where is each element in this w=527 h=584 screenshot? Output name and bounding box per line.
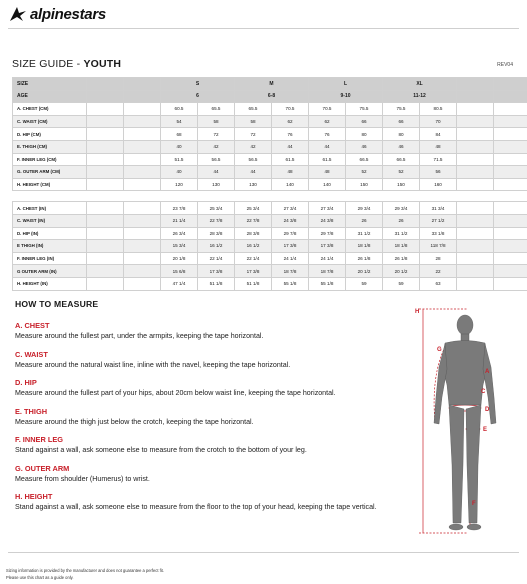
empty-cell (87, 78, 124, 91)
measure-description: Measure around the fullest part, under the armpits, keeping the tape horizontal. (15, 332, 264, 340)
empty-cell (494, 240, 527, 253)
value-cell: 26 (346, 214, 383, 227)
measure-heading: H. HEIGHT (15, 492, 53, 501)
empty-cell (457, 128, 494, 141)
value-cell: 16 1/2 (235, 240, 272, 253)
row-label: F. INNER LEG (CM) (13, 153, 87, 166)
empty-cell (457, 166, 494, 179)
value-cell: 40 (161, 140, 198, 153)
empty-cell (87, 103, 124, 116)
value-cell: 160 (420, 178, 457, 191)
footer-note: Please use this chart as a guide only. (6, 575, 74, 580)
value-cell: 25 3/4 (235, 202, 272, 215)
value-cell: 84 (420, 128, 457, 141)
value-cell: 16 1/2 (198, 240, 235, 253)
value-cell: 71.5 (420, 153, 457, 166)
value-cell: 76 (272, 128, 309, 141)
label-g: G (437, 347, 442, 353)
empty-cell (124, 227, 161, 240)
row-label: E. THIGH (CM) (13, 140, 87, 153)
row-label: H. HEIGHT (IN) (13, 277, 87, 290)
measure-heading: F. INNER LEG (15, 435, 64, 444)
brand-name: alpinestars (30, 5, 106, 23)
row-label: A. CHEST (CM) (13, 103, 87, 116)
value-cell: 46 (383, 140, 420, 153)
value-cell: 70 (420, 115, 457, 128)
value-cell: 65.5 (235, 103, 272, 116)
empty-cell (494, 103, 527, 116)
value-cell: 40 (161, 166, 198, 179)
value-cell: 26 3/4 (161, 227, 198, 240)
empty-cell (124, 115, 161, 128)
empty-cell (457, 214, 494, 227)
revision-code: REV04 (497, 62, 513, 68)
value-cell: 66 (383, 115, 420, 128)
value-cell: 22 7/8 (198, 214, 235, 227)
empty-cell (494, 140, 527, 153)
measure-heading: E. THIGH (15, 406, 48, 416)
value-cell: 28 3/8 (198, 227, 235, 240)
empty-cell (124, 178, 161, 191)
value-cell: 58 (235, 115, 272, 128)
empty-cell (494, 265, 527, 278)
empty-cell (494, 202, 527, 215)
table-spacer-row (13, 191, 527, 202)
table-row (13, 115, 527, 128)
row-label: C. WAIST (IN) (13, 214, 87, 227)
label-a: A (485, 369, 490, 375)
value-cell: 29 7/8 (272, 227, 309, 240)
value-cell: 54 (161, 115, 198, 128)
value-cell: 150 (346, 178, 383, 191)
value-cell: 66 (346, 115, 383, 128)
table-row (13, 103, 527, 116)
value-cell: 59 (383, 277, 420, 290)
value-cell: 56.5 (198, 153, 235, 166)
value-cell: 59 (346, 277, 383, 290)
value-cell: 56 (420, 166, 457, 179)
measure-heading: D. HIP (15, 378, 37, 387)
value-cell: 80 (383, 128, 420, 141)
row-label: E THIGH (IN) (13, 240, 87, 253)
value-cell: 27 3/4 (309, 202, 346, 215)
label-f: F (472, 501, 476, 507)
empty-cell (494, 252, 527, 265)
brand-logo[interactable] (8, 4, 106, 24)
row-label: G. OUTER ARM (CM) (13, 166, 87, 179)
value-cell: 80 (346, 128, 383, 141)
empty-cell (87, 214, 124, 227)
value-cell: 15 3/4 (161, 240, 198, 253)
value-cell: 17 3/8 (272, 240, 309, 253)
row-label: C. WAIST (CM) (13, 115, 87, 128)
empty-cell (124, 202, 161, 215)
row-label: A. CHEST (IN) (13, 202, 87, 215)
value-cell: 56.5 (235, 153, 272, 166)
header-divider (8, 28, 519, 29)
value-cell: 118 7/8 (420, 240, 457, 253)
value-cell: 75.5 (383, 103, 420, 116)
label-h: H (415, 309, 420, 315)
value-cell: 62 (272, 115, 309, 128)
value-cell: 26 1/8 (346, 252, 383, 265)
empty-cell (457, 240, 494, 253)
empty-cell (457, 140, 494, 153)
value-cell: 31 1/2 (383, 227, 420, 240)
value-cell: 29 3/4 (346, 202, 383, 215)
empty-cell (457, 252, 494, 265)
title-category: YOUTH (83, 58, 122, 70)
empty-cell (87, 140, 124, 153)
size-header-cell: M (235, 78, 309, 91)
value-cell: 25 3/4 (198, 202, 235, 215)
footer-disclaimer: Sizing information is provided by the manufacturer and does not guarantee a perfect fit. (6, 568, 164, 573)
table-header-row (13, 78, 527, 91)
value-cell: 60.5 (161, 103, 198, 116)
empty-cell (124, 265, 161, 278)
value-cell: 75.5 (346, 103, 383, 116)
empty-cell (87, 227, 124, 240)
empty-cell (457, 227, 494, 240)
value-cell: 18 1/8 (383, 240, 420, 253)
value-cell: 130 (235, 178, 272, 191)
empty-cell (124, 140, 161, 153)
table-row (13, 202, 527, 215)
row-label: D. HIP (IN) (13, 227, 87, 240)
age-label: AGE (13, 90, 87, 103)
value-cell: 68 (161, 128, 198, 141)
value-cell: 15 6/8 (161, 265, 198, 278)
value-cell: 42 (198, 140, 235, 153)
table-age-row (13, 90, 527, 103)
empty-cell (494, 178, 527, 191)
value-cell: 70.5 (309, 103, 346, 116)
empty-cell (87, 277, 124, 290)
value-cell: 22 1/4 (235, 252, 272, 265)
value-cell: 17 3/8 (309, 240, 346, 253)
value-cell: 18 7/8 (272, 265, 309, 278)
value-cell: 44 (309, 140, 346, 153)
value-cell: 24 3/8 (309, 214, 346, 227)
title-prefix: SIZE GUIDE - (12, 58, 84, 70)
value-cell: 28 3/8 (235, 227, 272, 240)
value-cell: 70.5 (272, 103, 309, 116)
empty-cell (87, 252, 124, 265)
value-cell: 17 3/8 (235, 265, 272, 278)
empty-cell (87, 115, 124, 128)
measure-description: Measure around the thigh just below the crotch, keeping the tape horizontal. (15, 417, 254, 426)
value-cell: 29 3/4 (383, 202, 420, 215)
value-cell: 150 (383, 178, 420, 191)
value-cell: 130 (198, 178, 235, 191)
empty-cell (87, 166, 124, 179)
empty-cell (124, 90, 161, 103)
empty-cell (87, 153, 124, 166)
value-cell: 80.5 (420, 103, 457, 116)
value-cell: 140 (309, 178, 346, 191)
value-cell: 17 3/8 (198, 265, 235, 278)
empty-cell (87, 202, 124, 215)
value-cell: 22 7/8 (235, 214, 272, 227)
value-cell: 20 1/2 (383, 265, 420, 278)
empty-cell (494, 227, 527, 240)
label-c: C (481, 389, 486, 395)
empty-cell (494, 128, 527, 141)
value-cell: 72 (198, 128, 235, 141)
measure-description: Stand against a wall, ask someone else to measure from the floor to the top of your head, keeping the tape vertical. (15, 503, 377, 511)
table-row (13, 166, 527, 179)
row-label: G OUTER ARM (IN) (13, 265, 87, 278)
age-cell: 6 (161, 90, 235, 103)
value-cell: 33 1/8 (420, 227, 457, 240)
value-cell: 18 7/8 (309, 265, 346, 278)
empty-cell (494, 277, 527, 290)
table-row (13, 277, 527, 290)
row-label: D. HIP (CM) (13, 128, 87, 141)
value-cell: 62 (309, 115, 346, 128)
empty-cell (124, 240, 161, 253)
size-table (12, 77, 527, 291)
empty-cell (124, 166, 161, 179)
value-cell: 31 3/4 (420, 202, 457, 215)
value-cell: 51.5 (161, 153, 198, 166)
value-cell: 21 1/4 (161, 214, 198, 227)
table-row (13, 252, 527, 265)
value-cell: 22 1/4 (198, 252, 235, 265)
value-cell: 65.5 (198, 103, 235, 116)
empty-cell (457, 202, 494, 215)
value-cell: 26 (383, 214, 420, 227)
age-cell: 9-10 (309, 90, 383, 103)
size-header-cell: L (309, 78, 383, 91)
value-cell: 48 (420, 140, 457, 153)
value-cell: 46 (346, 140, 383, 153)
value-cell: 51 1/8 (235, 277, 272, 290)
empty-cell (494, 90, 527, 103)
empty-cell (457, 277, 494, 290)
how-to-measure-title: HOW TO MEASURE (15, 299, 99, 309)
value-cell: 26 1/8 (383, 252, 420, 265)
measure-description: Measure from shoulder (Humerus) to wrist. (15, 474, 150, 483)
value-cell: 42 (235, 140, 272, 153)
table-row (13, 265, 527, 278)
measure-heading: G. OUTER ARM (15, 463, 70, 473)
value-cell: 24 1/4 (272, 252, 309, 265)
value-cell: 51 1/8 (198, 277, 235, 290)
empty-cell (457, 178, 494, 191)
empty-cell (124, 78, 161, 91)
value-cell: 61.5 (309, 153, 346, 166)
empty-cell (124, 128, 161, 141)
measure-description: Measure around the fullest part of your hips, about 20cm below waist line, keeping the tape horizontal. (15, 389, 336, 397)
table-row (13, 153, 527, 166)
value-cell: 24 3/8 (272, 214, 309, 227)
value-cell: 44 (198, 166, 235, 179)
age-cell: 11-12 (383, 90, 457, 103)
value-cell: 120 (161, 178, 198, 191)
value-cell: 55 1/8 (309, 277, 346, 290)
empty-cell (124, 153, 161, 166)
value-cell: 27 1/2 (420, 214, 457, 227)
empty-cell (494, 115, 527, 128)
size-header-cell: S (161, 78, 235, 91)
size-header-label: SIZE (13, 78, 87, 91)
spacer-cell (13, 191, 527, 202)
value-cell: 55 1/8 (272, 277, 309, 290)
table-row (13, 214, 527, 227)
alpinestars-star-icon (8, 5, 28, 23)
label-e: E (483, 427, 488, 433)
value-cell: 48 (309, 166, 346, 179)
empty-cell (87, 128, 124, 141)
measure-heading: A. CHEST (15, 321, 50, 330)
measure-heading: C. WAIST (15, 349, 48, 359)
body-measurement-figure (415, 305, 515, 539)
empty-cell (87, 178, 124, 191)
measure-description: Stand against a wall, ask someone else to measure from the crotch to the bottom of your leg. (15, 446, 307, 454)
row-label: H. HEIGHT (CM) (13, 178, 87, 191)
value-cell: 23 7/8 (161, 202, 198, 215)
table-row (13, 178, 527, 191)
value-cell: 72 (235, 128, 272, 141)
value-cell: 22 (420, 265, 457, 278)
empty-cell (457, 115, 494, 128)
body-silhouette (434, 315, 496, 530)
value-cell: 63 (420, 277, 457, 290)
empty-cell (124, 277, 161, 290)
empty-cell (124, 252, 161, 265)
table-row (13, 140, 527, 153)
empty-cell (457, 90, 494, 103)
table-row (13, 240, 527, 253)
empty-cell (457, 265, 494, 278)
empty-cell (494, 153, 527, 166)
value-cell: 66.5 (383, 153, 420, 166)
empty-cell (87, 90, 124, 103)
measure-description: Measure around the natural waist line, inline with the navel, keeping the tape horizontal. (15, 360, 291, 369)
footer-divider (8, 552, 519, 553)
value-cell: 52 (383, 166, 420, 179)
size-header-cell: XL (383, 78, 457, 91)
value-cell: 20 1/2 (346, 265, 383, 278)
page-title (12, 58, 121, 70)
age-cell: 6-8 (235, 90, 309, 103)
value-cell: 20 1/8 (161, 252, 198, 265)
empty-cell (457, 103, 494, 116)
table-row (13, 227, 527, 240)
empty-cell (494, 214, 527, 227)
value-cell: 29 7/8 (309, 227, 346, 240)
value-cell: 47 1/4 (161, 277, 198, 290)
value-cell: 31 1/2 (346, 227, 383, 240)
value-cell: 28 (420, 252, 457, 265)
value-cell: 24 1/4 (309, 252, 346, 265)
value-cell: 44 (235, 166, 272, 179)
value-cell: 18 1/8 (346, 240, 383, 253)
row-label: F. INNER LEG (IN) (13, 252, 87, 265)
label-d: D (485, 407, 490, 413)
empty-cell (87, 240, 124, 253)
value-cell: 58 (198, 115, 235, 128)
value-cell: 76 (309, 128, 346, 141)
value-cell: 48 (272, 166, 309, 179)
table-row (13, 128, 527, 141)
empty-cell (494, 78, 527, 91)
value-cell: 140 (272, 178, 309, 191)
value-cell: 66.5 (346, 153, 383, 166)
empty-cell (124, 103, 161, 116)
empty-cell (124, 214, 161, 227)
value-cell: 52 (346, 166, 383, 179)
empty-cell (87, 265, 124, 278)
value-cell: 44 (272, 140, 309, 153)
empty-cell (494, 166, 527, 179)
value-cell: 27 3/4 (272, 202, 309, 215)
value-cell: 61.5 (272, 153, 309, 166)
empty-cell (457, 78, 494, 91)
empty-cell (457, 153, 494, 166)
